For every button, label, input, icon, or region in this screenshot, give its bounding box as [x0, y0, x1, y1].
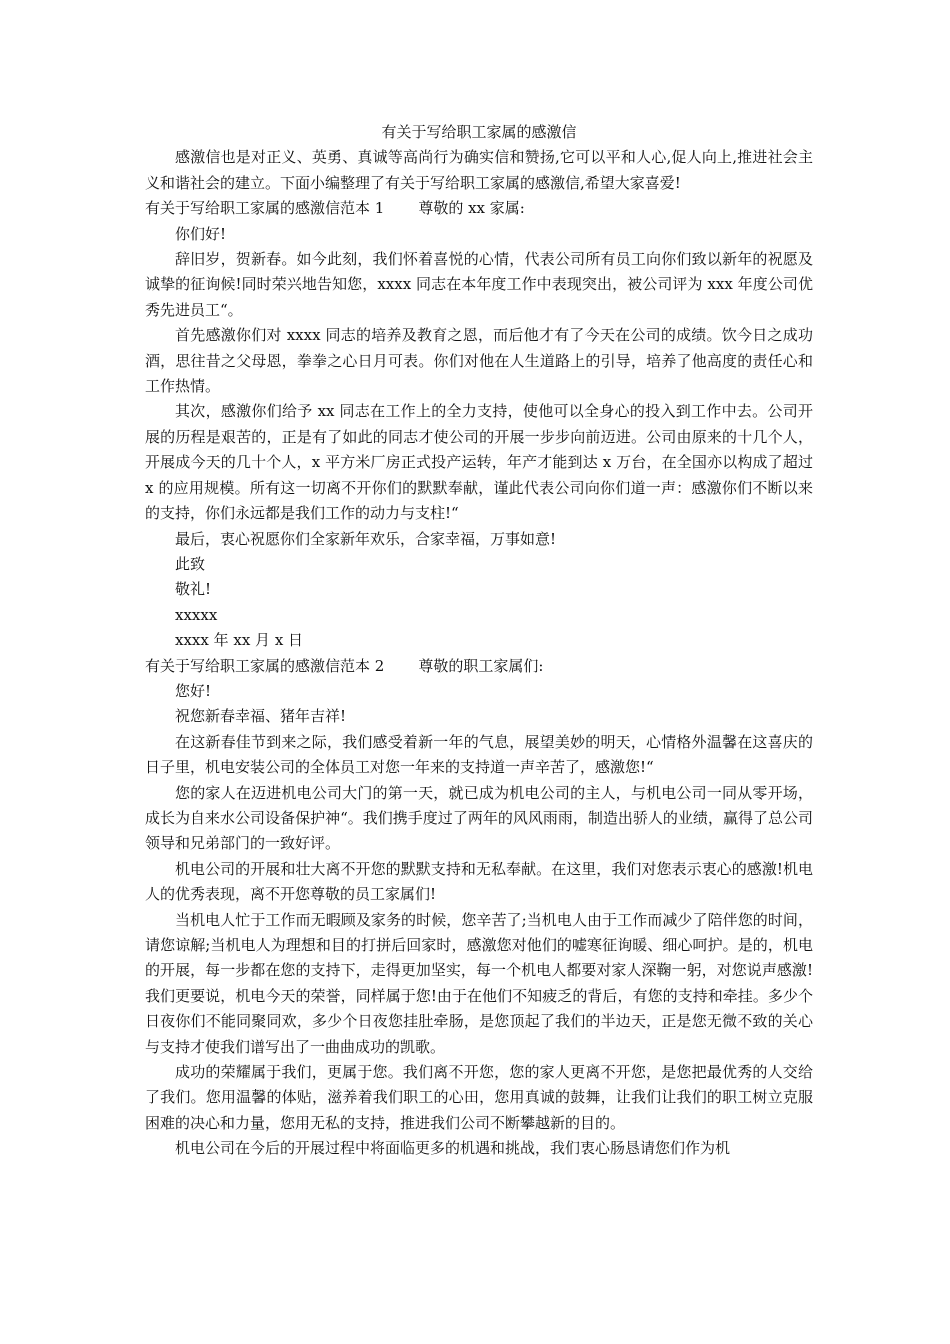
letter1-signature: xxxxx — [175, 605, 218, 624]
letter1-closing-1: 此致 — [175, 554, 206, 573]
letter1-greeting: 你们好! — [175, 224, 227, 243]
letter1-paragraph-2: 首先感激你们对 xxxx 同志的培养及教育之恩，而后他才有了今天在公司的成绩。饮今日之成功酒，思往昔之父母恩，拳拳之心日月可表。你们对他在人生道路上的引导，培养了他高度的责任心和工作热情。 — [145, 326, 813, 396]
letter1-salutation: 尊敬的 xx 家属: — [418, 199, 525, 218]
letter2-paragraph-4: 当机电人忙于工作而无暇顾及家务的时候，您辛苦了;当机电人由于工作而减少了陪伴您的时间，请您谅解;当机电人为理想和目的打拼后回家时，感激您对他们的嘘寒征询暖、细心呵护。是的，机电的开展，每一步都在您的支持下，走得更加坚实，每一个机电人都要对家人深鞠一躬，对您说声感激!我们更要说，机电今天的荣誉，同样属于您!由于在他们不知疲乏的背后，有您的支持和牵挂。多少个日夜你们不能同聚同欢，多少个日夜您挂肚牵肠，是您顶起了我们的半边天，正是您无微不致的关心与支持才使我们谱写出了一曲曲成功的凯歌。 — [145, 910, 813, 1056]
letter2-salutation: 尊敬的职工家属们: — [418, 656, 544, 675]
letter1-paragraph-3: 其次，感激你们给予 xx 同志在工作上的全力支持，使他可以全身心的投入到工作中去。公司开展的历程是艰苦的，正是有了如此的同志才使公司的开展一步步向前迈进。公司由原来的十几个人，开展成今天的几十个人，x 平方米厂房正式投产运转，年产才能到达 x 万台，在全国亦以构成了超过 x 的应用规模。所有这一切离不开你们的默默奉献，谨此代表公司向你们道一声：感激你们不断以来的支持，你们永远都是我们工作的动力与支柱!“ — [145, 402, 813, 523]
letter1-heading: 有关于写给职工家属的感激信范本 1 — [145, 199, 385, 218]
letter2-paragraph-6: 机电公司在今后的开展过程中将面临更多的机遇和挑战，我们衷心肠恳请您们作为机 — [175, 1139, 731, 1158]
letter1-paragraph-1: 辞旧岁，贺新春。如今此刻，我们怀着喜悦的心情，代表公司所有员工向你们致以新年的祝愿及诚挚的征询候!同时荣兴地告知您，xxxx 同志在本年度工作中表现突出，被公司评为 xxx 年度公司优秀先进员工“。 — [145, 250, 813, 319]
letter1-heading-line — [145, 196, 813, 221]
letter1-paragraph-4: 最后，衷心祝愿你们全家新年欢乐，合家幸福，万事如意! — [175, 529, 557, 548]
letter2-wish: 祝您新春幸福、猪年吉祥! — [175, 707, 347, 726]
letter2-heading-line — [145, 654, 813, 679]
letter2-heading: 有关于写给职工家属的感激信范本 2 — [145, 656, 385, 675]
letter2-greeting: 您好! — [175, 681, 212, 700]
letter2-paragraph-5: 成功的荣耀属于我们，更属于您。我们离不开您，您的家人更离不开您，是您把最优秀的人交给了我们。您用温馨的体贴，滋养着我们职工的心田，您用真诚的鼓舞，让我们让我们的职工树立克服困难的决心和力量，您用无私的支持，推进我们公司不断攀越新的目的。 — [145, 1063, 813, 1132]
letter1-closing-2: 敬礼! — [175, 580, 212, 599]
letter2-paragraph-2: 您的家人在迈进机电公司大门的第一天，就已成为机电公司的主人，与机电公司一同从零开场，成长为自来水公司设备保护神“。我们携手度过了两年的风风雨雨，制造出骄人的业绩，赢得了总公司领导和兄弟部门的一致好评。 — [145, 783, 813, 853]
document-page — [145, 120, 813, 1162]
document-title: 有关于写给职工家属的感激信 — [381, 123, 577, 141]
letter1-date: xxxx 年 xx 月 x 日 — [175, 631, 304, 650]
letter2-paragraph-1: 在这新春佳节到来之际，我们感受着新一年的气息，展望美妙的明天，心情格外温馨在这喜庆的日子里，机电安装公司的全体员工对您一年来的支持道一声辛苦了，感激您!“ — [145, 732, 813, 777]
intro-paragraph: 感激信也是对正义、英勇、真诚等高尚行为确实信和赞扬,它可以平和人心,促人向上,推进社会主义和谐社会的建立。下面小编整理了有关于写给职工家属的感激信,希望大家喜爱! — [145, 148, 813, 192]
letter2-paragraph-3: 机电公司的开展和壮大离不开您的默默支持和无私奉献。在这里，我们对您表示衷心的感激!机电人的优秀表现，离不开您尊敬的员工家属们! — [145, 859, 813, 904]
